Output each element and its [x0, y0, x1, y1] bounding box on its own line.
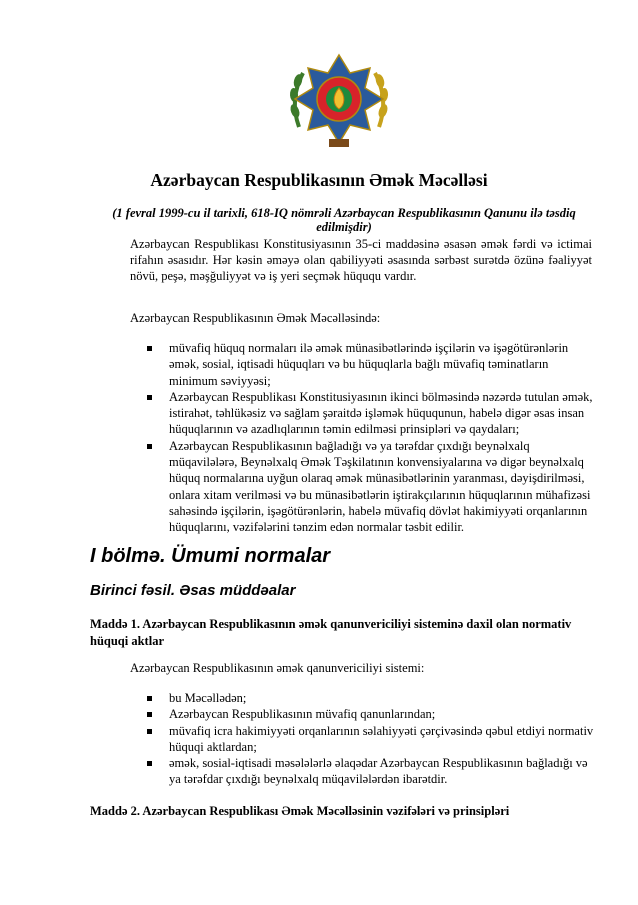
list-item	[130, 340, 596, 389]
list-item	[130, 723, 596, 756]
preamble-lead: Azərbaycan Respublikasının Əmək Məcəlləsində:	[130, 311, 381, 325]
list-item-text: Azərbaycan Respublikasının müvafiq qanunlarından;	[169, 707, 436, 722]
list-item-text: bu Məcəllədən;	[169, 691, 247, 705]
bullet-icon	[147, 729, 152, 734]
article-1-list	[130, 690, 596, 788]
chapter-heading: Birinci fəsil. Əsas müddəalar	[90, 582, 296, 599]
list-item-text: əmək, sosial-iqtisadi məsələlərlə əlaqədar Azərbaycan Respublikasının bağladığı və ya tərəfdar çıxdığı beynəlxalq müqavilələrdən ibarətdir.	[169, 756, 588, 787]
document-title: Azərbaycan Respublikasının Əmək Məcəlləsi	[150, 170, 488, 190]
bullet-icon	[147, 712, 152, 717]
bullet-icon	[147, 696, 152, 701]
list-item	[130, 706, 596, 722]
list-item-text: müvafiq hüquq normaları ilə əmək münasibətlərində işçilərin və işəgötürənlərin əmək, sosial, iqtisadi hüquqları və bu hüquqlarla bağlı müvafiq təminatların minimum səviyyəsi;	[169, 341, 569, 388]
article-2-title: Maddə 2. Azərbaycan Respublikası Əmək Məcəlləsinin vəzifələri və prinsipləri	[90, 804, 510, 818]
article-1-lead: Azərbaycan Respublikasının əmək qanunvericiliyi sistemi:	[130, 661, 425, 675]
document-subtitle: (1 fevral 1999-cu il tarixli, 618-IQ nömrəli Azərbaycan Respublikasının Qanunu ilə təsdiq edilmişdir)	[112, 206, 576, 234]
list-item	[130, 755, 596, 788]
list-item	[130, 389, 596, 438]
list-item	[130, 438, 596, 536]
article-1-title: Maddə 1. Azərbaycan Respublikasının əmək qanunvericiliyi sisteminə daxil olan normativ hüquqi aktlar	[90, 617, 572, 648]
bullet-icon	[147, 444, 152, 449]
list-item-text: müvafiq icra hakimiyyəti orqanlarının səlahiyyəti çərçivəsində qəbul etdiyi normativ hüquqi aktlardan;	[169, 723, 594, 754]
bullet-icon	[147, 395, 152, 400]
bullet-icon	[147, 346, 152, 351]
list-item-text: Azərbaycan Respublikası Konstitusiyasının ikinci bölməsində nəzərdə tutulan əmək, istirahət, təhlükəsiz və sağlam şəraitdə işləmək hüququnun, habelə digər əsas insan hüquqlarının və azadlıqlarının təmin edilməsi prinsipləri və qaydaları;	[169, 389, 593, 437]
state-emblem-icon	[286, 46, 392, 152]
list-item	[130, 690, 596, 706]
bullet-icon	[147, 761, 152, 766]
section-heading: I bölmə. Ümumi normalar	[90, 545, 331, 567]
list-item-text: Azərbaycan Respublikasının bağladığı və ya tərəfdar çıxdığı beynəlxalq müqavilələrə, Beynəlxalq Əmək Təşkilatının konvensiyalarına və digər beynəlxalq hüquq normalarına uyğun olaraq əmək münasibətlərinin yaranması, dəyişdirilməsi, onlara xitam verilməsi və bu münasibətlərin iştirakçılarının hüquqlarının mühafizəsi sahəsində işçilərin, işəgötürənlərin, habelə müvafiq dövlət hakimiyyəti orqanlarının hüquqlarını, vəzifələrini tənzim edən normalar təsbit edilir.	[169, 438, 591, 535]
preamble-list	[130, 340, 596, 536]
preamble-intro: Azərbaycan Respublikası Konstitusiyasının 35-ci maddəsinə əsasən əmək fərdi və ictimai rifahın əsasıdır. Hər kəsin əməyə olan qabiliyyəti əsasında sərbəst surətdə özünə fəaliyyət növü, peşə, məşğuliyyət və iş yeri seçmək hüququ vardır.	[130, 237, 592, 283]
